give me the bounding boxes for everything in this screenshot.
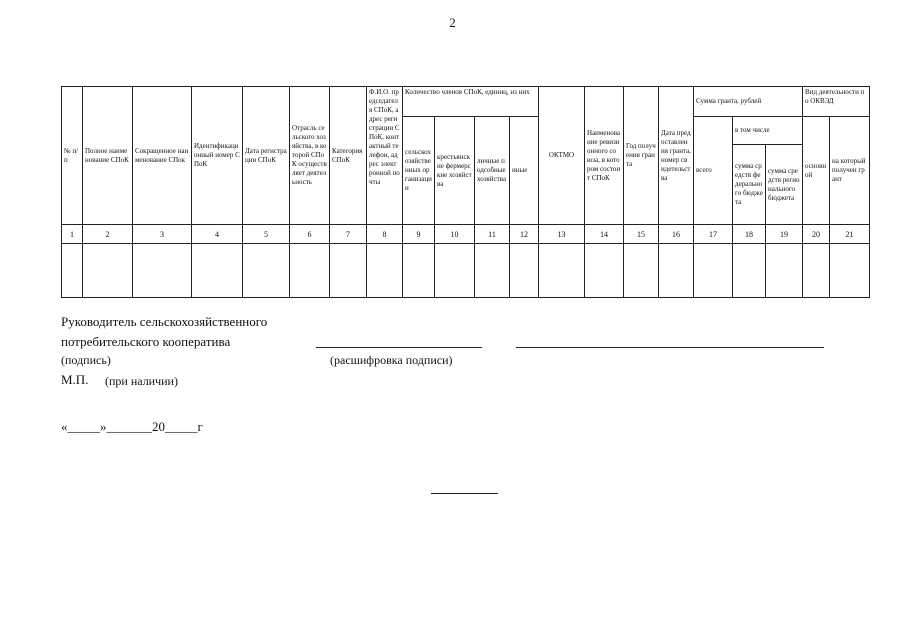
col-number: 15 (624, 225, 659, 244)
col-number: 9 (403, 225, 435, 244)
header-col-9: сельскохозяйственных организации (403, 117, 435, 225)
col-number: 8 (367, 225, 403, 244)
header-col-6: Отрасль сельского хозяйства, в которой СПоК осуществляет деятельность (290, 87, 330, 225)
col-number: 10 (435, 225, 475, 244)
col-number: 7 (330, 225, 367, 244)
header-col-10: крестьянские фермерские хозяйства (435, 117, 475, 225)
col-number: 17 (694, 225, 733, 244)
empty-cell[interactable] (133, 244, 192, 298)
empty-cell[interactable] (435, 244, 475, 298)
col-number: 4 (192, 225, 243, 244)
col-number: 19 (766, 225, 803, 244)
empty-cell[interactable] (83, 244, 133, 298)
header-col-13: ОКТМО (539, 87, 585, 225)
empty-cell[interactable] (290, 244, 330, 298)
empty-cell[interactable] (539, 244, 585, 298)
page-number: 2 (449, 15, 456, 30)
header-col-18: сумма средств федерального бюджета (733, 145, 766, 225)
stamp-note: (при наличии) (105, 374, 178, 388)
data-row (62, 244, 870, 298)
bottom-separator-line (431, 493, 498, 494)
col-number: 5 (243, 225, 290, 244)
empty-cell[interactable] (403, 244, 435, 298)
col-number: 13 (539, 225, 585, 244)
header-members-group: Количество членов СПоК, единиц, из них (403, 87, 539, 117)
header-col-12: иные (510, 117, 539, 225)
header-col-8: Ф.И.О. председателя СПоК, адрес регистрации СПоК, контактный телефон, адрес электронной почты (367, 87, 403, 225)
column-number-row (62, 225, 870, 244)
signatory-title-line-1: Руководитель сельскохозяйственного (61, 314, 268, 329)
header-col-16: Дата предоставления гранта, номер свидетельства (659, 87, 694, 225)
empty-cell[interactable] (475, 244, 510, 298)
header-col-5: Дата регистрации СПоК (243, 87, 290, 225)
signature-caption: (подпись) (61, 353, 111, 367)
header-col-15: Год получения гранта (624, 87, 659, 225)
signatory-title-line-2: потребительского кооператива (61, 334, 231, 349)
header-col-17: всего (694, 117, 733, 225)
empty-cell[interactable] (624, 244, 659, 298)
col-number: 14 (585, 225, 624, 244)
empty-cell[interactable] (733, 244, 766, 298)
header-col-11: личные подсобные хозяйства (475, 117, 510, 225)
col-number: 16 (659, 225, 694, 244)
header-col-2: Полное наименование СПоК (83, 87, 133, 225)
empty-cell[interactable] (766, 244, 803, 298)
empty-cell[interactable] (830, 244, 870, 298)
header-okved-group: Вид деятельности по ОКВЭД (803, 87, 870, 117)
col-number: 21 (830, 225, 870, 244)
col-number: 6 (290, 225, 330, 244)
stamp-label: М.П. (61, 372, 89, 387)
empty-cell[interactable] (62, 244, 83, 298)
col-number: 18 (733, 225, 766, 244)
header-col-19: сумма средств регионального бюджета (766, 145, 803, 225)
empty-cell[interactable] (367, 244, 403, 298)
header-col-4: Идентификационный номер СПоК (192, 87, 243, 225)
empty-cell[interactable] (330, 244, 367, 298)
empty-cell[interactable] (659, 244, 694, 298)
col-number: 11 (475, 225, 510, 244)
decode-caption: (расшифровка подписи) (330, 353, 453, 367)
spok-table (61, 86, 870, 298)
signature-line[interactable] (316, 347, 482, 348)
col-number: 1 (62, 225, 83, 244)
col-number: 12 (510, 225, 539, 244)
header-col-14: Наименование ревизионного союза, в котором состоит СПоК (585, 87, 624, 225)
header-incl-group: в том числе (733, 117, 803, 145)
header-grant-group: Сумма гранта, рублей (694, 87, 803, 117)
col-number: 20 (803, 225, 830, 244)
date-field: «_____»_______20_____г (61, 419, 203, 434)
header-col-1: № п/п (62, 87, 83, 225)
header-col-20: основной (803, 117, 830, 225)
empty-cell[interactable] (243, 244, 290, 298)
col-number: 3 (133, 225, 192, 244)
header-col-7: Категория СПоК (330, 87, 367, 225)
empty-cell[interactable] (192, 244, 243, 298)
empty-cell[interactable] (510, 244, 539, 298)
header-col-21: на который получен грант (830, 117, 870, 225)
empty-cell[interactable] (694, 244, 733, 298)
name-decode-line[interactable] (516, 347, 824, 348)
header-col-3: Сокращенное наименование СПок (133, 87, 192, 225)
empty-cell[interactable] (803, 244, 830, 298)
col-number: 2 (83, 225, 133, 244)
empty-cell[interactable] (585, 244, 624, 298)
